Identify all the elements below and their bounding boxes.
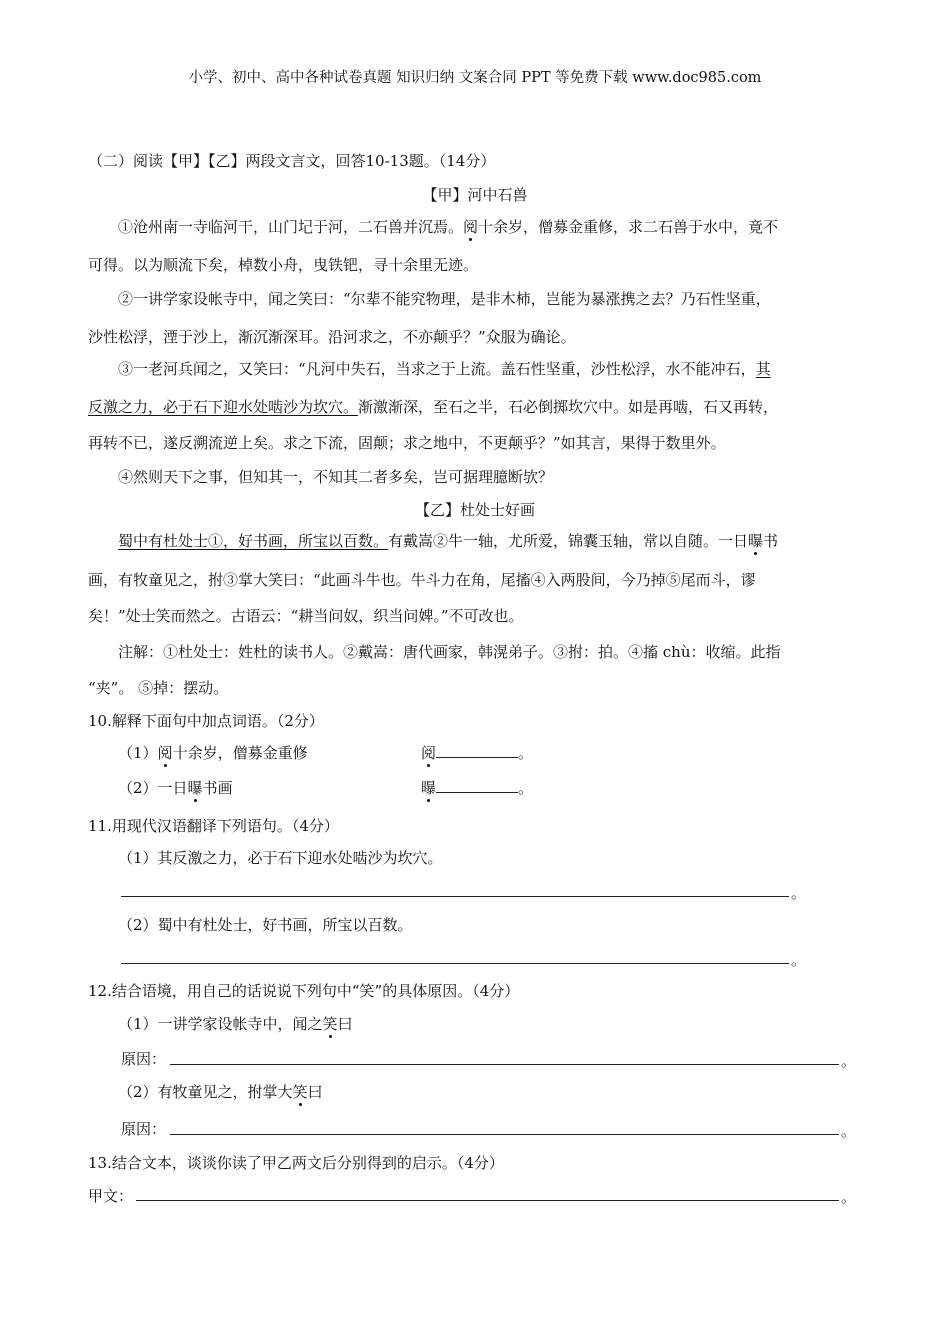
jia-title: 【甲】河中石兽 — [422, 186, 528, 204]
jia-paragraph-2-line-2: 沙性松浮，湮于沙上，渐沉渐深耳。沿河求之，不亦颠乎？”众服为确论。 — [88, 328, 576, 346]
yi-paragraph-line-2: 画，有牧童见之，拊③掌大笑曰：“此画斗牛也。牛斗力在角，尾搐④入两股间，今乃掉⑤尾而斗，谬 — [88, 571, 756, 589]
answer-blank[interactable] — [436, 743, 518, 758]
yi-note-line-2: “夹”。 ⑤掉：摆动。 — [88, 679, 229, 697]
q12-answer-line-1[interactable] — [170, 1064, 839, 1065]
q10-item-2: （2）一日曝书画 — [118, 779, 233, 797]
q12-item-1: （1）一讲学家设帐寺中，闻之笑曰 — [118, 1015, 353, 1033]
yi-title: 【乙】杜处士好画 — [414, 501, 535, 519]
jia-paragraph-2-line-1: ②一讲学家设帐寺中，闻之笑曰：“尔辈不能究物理，是非木柿，岂能为暴涨携之去？乃石性坚重， — [118, 290, 771, 308]
q12-stem: 12.结合语境，用自己的话说说下列句中“笑”的具体原因。（4分） — [88, 982, 520, 1000]
yi-note-line-1: 注解：①杜处士：姓杜的读书人。②戴嵩：唐代画家，韩滉弟子。③拊：拍。④搐 chù：收缩。此指 — [118, 643, 781, 661]
jia-paragraph-4: ④然则天下之事，但知其一，不知其二者多矣，岂可据理臆断欤？ — [118, 468, 554, 486]
underlined-sentence: 蜀中有杜处士①，好书画，所宝以百数。 — [118, 532, 389, 550]
q13-end: 。 — [841, 1188, 857, 1206]
yi-paragraph-line-1: 蜀中有杜处士①，好书画，所宝以百数。有戴嵩②牛一轴，尤所爱，锦囊玉轴，常以自随。一日曝书 — [118, 532, 779, 550]
q11-answer-line-1[interactable] — [121, 896, 789, 897]
jia-paragraph-3-line-3: 再转不已，遂反溯流逆上矣。求之下流，固颠；求之地中，不更颠乎？”如其言，果得于数里外。 — [88, 434, 726, 452]
q10-answer-1: 阅 。 — [421, 744, 534, 762]
q10-answer-2: 曝 。 — [421, 779, 534, 797]
emphasis-dot-char: 阅 — [463, 218, 479, 236]
q13-stem: 13.结合文本，谈谈你读了甲乙两文后分别得到的启示。（4分） — [88, 1154, 504, 1172]
q12-end-2: 。 — [841, 1122, 857, 1140]
q10-item-1: （1）阅十余岁，僧募金重修 — [118, 744, 308, 762]
q12-item-2: （2）有牧童见之，拊掌大笑曰 — [118, 1083, 323, 1101]
q12-reason-label-1: 原因： — [121, 1050, 167, 1068]
emphasis-dot-char: 曝 — [748, 532, 764, 550]
page-header: 小学、初中、高中各种试卷真题 知识归纳 文案合同 PPT 等免费下载 www.doc985.com — [188, 70, 762, 86]
q13-jia-label: 甲文： — [88, 1187, 134, 1205]
q12-end-1: 。 — [841, 1052, 857, 1070]
jia-paragraph-1-line-1: ①沧州南一寺临河干，山门圮于河，二石兽并沉焉。阅十余岁，僧募金重修，求二石兽于水中，竟不 — [118, 218, 779, 236]
q11-item-2: （2）蜀中有杜处士，好书画，所宝以百数。 — [118, 916, 413, 934]
q13-answer-line[interactable] — [136, 1200, 839, 1201]
q12-answer-line-2[interactable] — [170, 1134, 839, 1135]
jia-paragraph-3-line-1: ③一老河兵闻之，又笑曰：“凡河中失石，当求之于上流。盖石性坚重，沙性松浮，水不能冲石，其 — [118, 360, 771, 378]
jia-paragraph-1-line-2: 可得。以为顺流下矣，棹数小舟，曳铁钯，寻十余里无迹。 — [88, 256, 479, 274]
q11-answer-line-2[interactable] — [121, 963, 789, 964]
q11-stem: 11.用现代汉语翻译下列语句。（4分） — [88, 817, 339, 835]
q11-end-2: 。 — [791, 951, 807, 969]
q11-end-1: 。 — [791, 884, 807, 902]
answer-blank[interactable] — [436, 778, 518, 793]
q12-reason-label-2: 原因： — [121, 1120, 167, 1138]
jia-paragraph-3-line-2: 反激之力，必于石下迎水处啮沙为坎穴。渐激渐深，至石之半，石必倒掷坎穴中。如是再啮，石又再转， — [88, 398, 779, 416]
q10-stem: 10.解释下面句中加点词语。（2分） — [88, 712, 324, 730]
q11-item-1: （1）其反激之力，必于石下迎水处啮沙为坎穴。 — [118, 849, 443, 867]
yi-paragraph-line-3: 矣！”处士笑而然之。古语云：“耕当问奴，织当问婢。”不可改也。 — [88, 607, 524, 625]
section-title: （二）阅读【甲】【乙】两段文言文，回答10-13题。（14分） — [88, 152, 496, 170]
underlined-sentence: 反激之力，必于石下迎水处啮沙为坎穴。 — [88, 398, 359, 416]
